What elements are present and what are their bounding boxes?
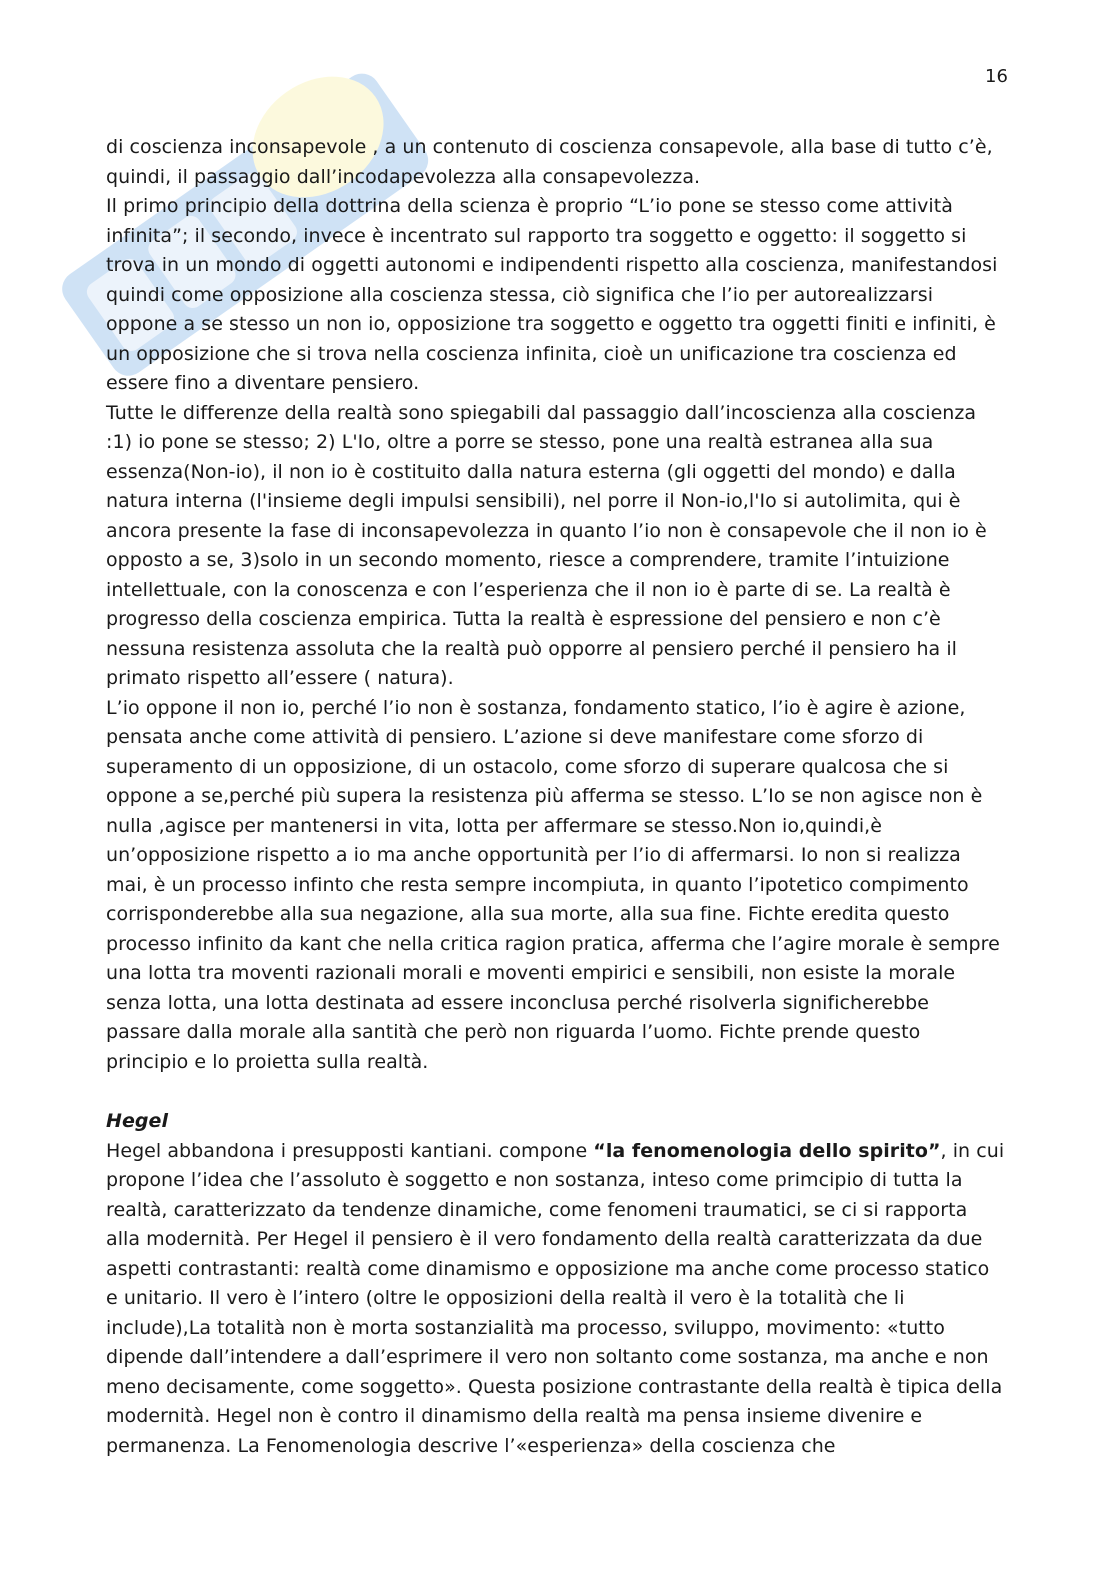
section-paragraph [106, 1137, 1006, 1462]
document-body [106, 133, 1006, 1461]
intro-text-rest: , in cui propone l’idea che l’assoluto è soggetto e non sostanza, inteso come primcipio di tutta la realtà, caratterizzato da tendenze dinamiche, come fenomeni traumatici, se ci si rapporta alla modernità. Per Hegel il pensiero è il vero fondamento della realtà caratterizzata da due aspetti contrastanti: realtà come dinamismo e opposizione ma anche come processo statico e unitario. Il vero è l’intero (oltre le opposizioni della realtà il vero è la totalità che li include),La totalità non è morta sostanzialità ma processo, sviluppo, movimento: «tutto dipende dall’intendere a dall’esprimere il vero non soltanto come sostanza, ma anche e non meno decisamente, come soggetto». Questa posizione contrastante della realtà è tipica della modernità. Hegel non è contro il dinamismo della realtà ma pensa insieme divenire e permanenza. La Fenomenologia descrive l’«esperienza» della coscienza che [106, 1139, 1005, 1457]
intro-text-start: Hegel abbandona i presupposti kantiani. compone [106, 1139, 594, 1162]
book-title: “la fenomenologia dello spirito” [593, 1139, 941, 1162]
section-heading: Hegel [106, 1110, 169, 1132]
paragraph: Il primo principio della dottrina della scienza è proprio “L’io pone se stesso come attività infinita”; il secondo, invece è incentrato sul rapporto tra soggetto e oggetto: il soggetto si trova in un mondo di oggetti autonomi e indipendenti rispetto alla coscienza, manifestandosi quindi come opposizione alla coscienza stessa, ciò significa che l’io per autorealizzarsi oppone a se stesso un non io, opposizione tra soggetto e oggetto tra oggetti finiti e infiniti, è un opposizione che si trova nella coscienza infinita, cioè un unificazione tra coscienza ed essere fino a diventare pensiero. [106, 195, 998, 394]
paragraph: di coscienza inconsapevole , a un contenuto di coscienza consapevole, alla base di tutto c’è, quindi, il passaggio dall’incodapevolezza alla consapevolezza. [106, 136, 993, 188]
paragraph: L’io oppone il non io, perché l’io non è sostanza, fondamento statico, l’io è agire è azione, pensata anche come attività di pensiero. L’azione si deve manifestare come sforzo di superamento di un opposizione, di un ostacolo, come sforzo di superare qualcosa che si oppone a se,perché più supera la resistenza più afferma se stesso. L’Io se non agisce non è nulla ,agisce per mantenersi in vita, lotta per affermare se stesso.Non io,quindi,è un’opposizione rispetto a io ma anche opportunità per l’io di affermarsi. Io non si realizza mai, è un processo infinto che resta sempre incompiuta, in quanto l’ipotetico compimento corrisponderebbe alla sua negazione, alla sua morte, alla sua fine. Fichte eredita questo processo infinito da kant che nella critica ragion pratica, afferma che l’agire morale è sempre una lotta tra moventi razionali morali e moventi empirici e sensibili, non esiste la morale senza lotta, una lotta destinata ad essere inconclusa perché risolverla significherebbe passare dalla morale alla santità che però non riguarda l’uomo. Fichte prende questo principio e lo proietta sulla realtà. [106, 696, 1000, 1073]
paragraph: Tutte le differenze della realtà sono spiegabili dal passaggio dall’incoscienza alla coscienza :1) io pone se stesso; 2) L'Io, oltre a porre se stesso, pone una realtà estranea alla sua essenza(Non-io), il non io è costituito dalla natura esterna (gli oggetti del mondo) e dalla natura interna (l'insieme degli impulsi sensibili), nel porre il Non-io,l'Io si autolimita, qui è ancora presente la fase di inconsapevolezza in quanto l’io non è consapevole che il non io è opposto a se, 3)solo in un secondo momento, riesce a comprendere, tramite l’intuizione intellettuale, con la conoscenza e con l’esperienza che il non io è parte di se. La realtà è progresso della coscienza empirica. Tutta la realtà è espressione del pensiero e non c’è nessuna resistenza assoluta che la realtà può opporre al pensiero perché il pensiero ha il primato rispetto all’essere ( natura). [106, 401, 987, 689]
page-number: 16 [985, 66, 1008, 87]
